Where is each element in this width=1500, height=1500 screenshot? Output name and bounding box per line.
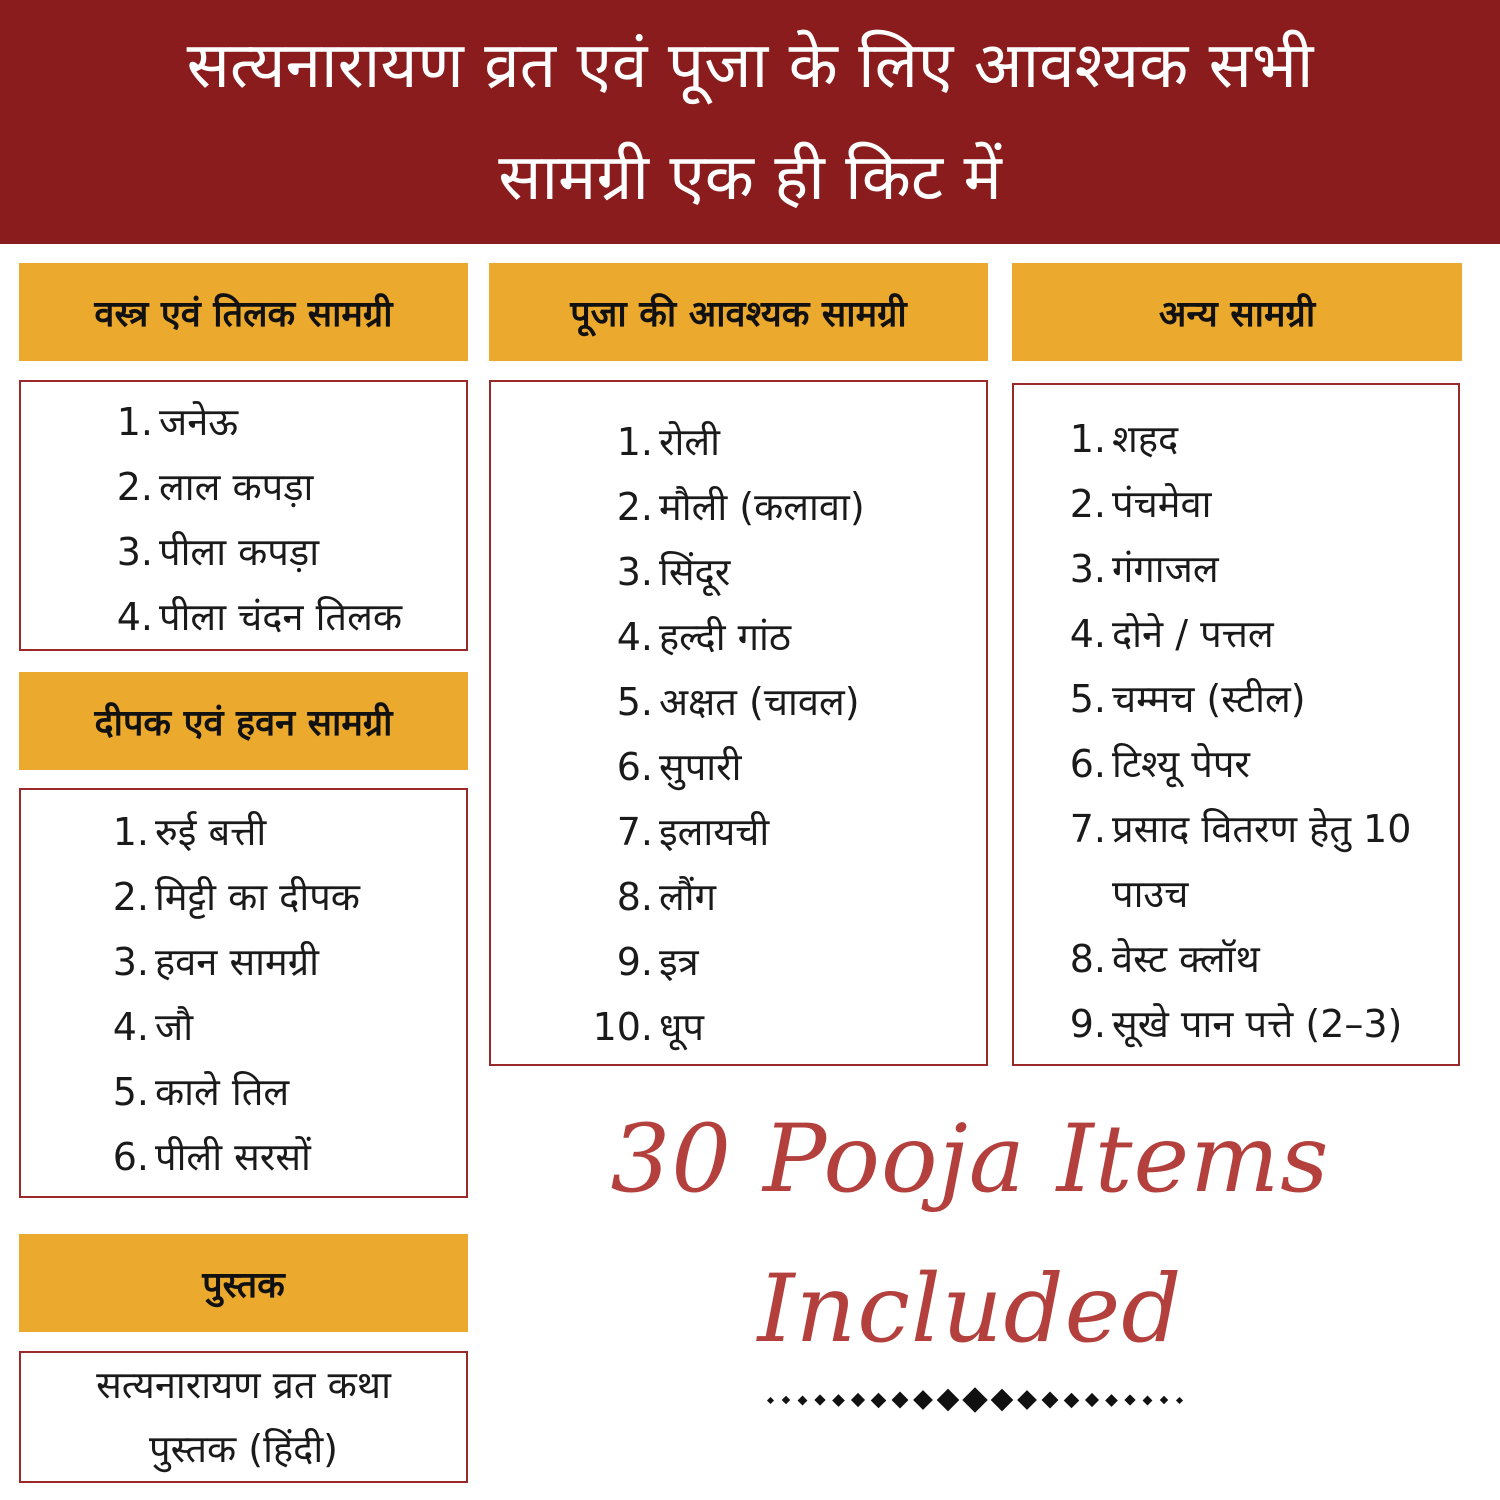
- banner-title-line1: सत्यनारायण व्रत एवं पूजा के लिए आवश्यक सभी: [186, 29, 1314, 103]
- diamond-icon: [1064, 1392, 1080, 1408]
- diamond-icon: [937, 1389, 960, 1412]
- list-item: [571, 995, 986, 1060]
- list-item: [87, 1060, 466, 1125]
- diamond-icon: [767, 1396, 774, 1403]
- list-item: [1036, 602, 1458, 667]
- list-item: [87, 1125, 466, 1190]
- list-item-number: 6.: [616, 745, 653, 789]
- list-item: [571, 540, 986, 605]
- list-item: [1036, 732, 1458, 797]
- item-list-vastra: [21, 382, 466, 650]
- list-item-text: गंगाजल: [1112, 547, 1219, 591]
- list-item-number: 8.: [616, 875, 653, 919]
- list-item-number: 2.: [116, 465, 153, 509]
- list-box-anya: [1012, 383, 1460, 1066]
- list-item-text: रुई बत्ती: [155, 810, 267, 854]
- diamond-icon: [871, 1392, 887, 1408]
- list-item: [1036, 667, 1458, 732]
- section-header-vastra: वस्त्र एवं तिलक सामग्री: [19, 263, 468, 361]
- list-item-text: धूप: [659, 1005, 704, 1049]
- list-box-deepak: [19, 788, 468, 1198]
- list-item-text: सिंदूर: [659, 550, 731, 594]
- list-item-text: मिट्टी का दीपक: [155, 875, 360, 919]
- list-item-number: 6.: [112, 1135, 149, 1179]
- diamond-icon: [1143, 1395, 1153, 1405]
- list-item-text: काले तिल: [155, 1070, 290, 1114]
- list-box-pooja: [489, 380, 988, 1066]
- list-item-number: 1.: [112, 810, 149, 854]
- section-header-pustak: पुस्तक: [19, 1234, 468, 1332]
- list-item-text: वेस्ट क्लॉथ: [1112, 937, 1260, 981]
- list-item: [571, 735, 986, 800]
- diamond-divider: [690, 1375, 1260, 1425]
- promo-text: [560, 1085, 1380, 1385]
- list-item: [87, 930, 466, 995]
- list-item: [1036, 992, 1458, 1057]
- list-item-number: 3.: [116, 530, 153, 574]
- diamond-icon: [1085, 1393, 1099, 1407]
- diamond-icon: [1160, 1396, 1168, 1404]
- list-item: [571, 475, 986, 540]
- list-item: [571, 865, 986, 930]
- list-item-number: 9.: [616, 940, 653, 984]
- item-list-pooja: [491, 382, 986, 1060]
- title-banner: [0, 0, 1500, 244]
- list-item-number: 3.: [616, 550, 653, 594]
- list-item-number: 4.: [1069, 612, 1106, 656]
- list-item: [1036, 407, 1458, 472]
- list-item-number: 9.: [1069, 1002, 1106, 1046]
- list-item-text: हल्दी गांठ: [659, 615, 791, 659]
- list-item: [87, 800, 466, 865]
- list-item-text: इलायची: [659, 810, 770, 854]
- diamond-icon: [1042, 1392, 1059, 1409]
- list-item-text: लौंग: [659, 875, 717, 919]
- banner-title-line2: सामग्री एक ही किट में: [498, 141, 1002, 215]
- list-item: [87, 865, 466, 930]
- section-header-anya: अन्य सामग्री: [1012, 263, 1462, 361]
- list-item-text: पीला कपड़ा: [159, 530, 320, 574]
- list-item-number: 5.: [616, 680, 653, 724]
- diamond-icon: [913, 1390, 933, 1410]
- list-item-text: पंचमेवा: [1112, 482, 1212, 526]
- list-item-number: 1.: [616, 420, 653, 464]
- list-item-text: दोने / पत्तल: [1112, 612, 1274, 656]
- list-item-text: सूखे पान पत्ते (2–3): [1112, 1002, 1403, 1046]
- list-item: [87, 995, 466, 1060]
- list-item-number: 10.: [592, 1005, 653, 1049]
- list-item-number: 3.: [112, 940, 149, 984]
- list-item-text: मौली (कलावा): [659, 485, 865, 529]
- list-item-text: सुपारी: [659, 745, 742, 789]
- diamond-icon: [832, 1394, 845, 1407]
- list-item-number: 4.: [116, 595, 153, 639]
- diamond-icon: [782, 1396, 790, 1404]
- diamond-icon: [1124, 1394, 1135, 1405]
- list-item-text: चम्मच (स्टील): [1112, 677, 1306, 721]
- promo-line2: Included: [757, 1255, 1183, 1364]
- list-item-text: हवन सामग्री: [155, 940, 320, 984]
- list-item: [1036, 537, 1458, 602]
- diamond-icon: [962, 1387, 987, 1412]
- list-item-number: 4.: [616, 615, 653, 659]
- diamond-icon: [814, 1394, 825, 1405]
- list-item-number: 7.: [616, 810, 653, 854]
- list-item-text: अक्षत (चावल): [659, 680, 860, 724]
- list-item: [571, 930, 986, 995]
- list-item: [91, 390, 466, 455]
- list-item: [571, 670, 986, 735]
- list-item-number: 1.: [116, 400, 153, 444]
- list-item-text: इत्र: [659, 940, 699, 984]
- list-item-number: 2.: [616, 485, 653, 529]
- diamond-icon: [991, 1389, 1014, 1412]
- list-item-number: 7.: [1069, 807, 1106, 851]
- list-item-number: 3.: [1069, 547, 1106, 591]
- list-item-text: पीला चंदन तिलक: [159, 595, 403, 639]
- diamond-icon: [892, 1392, 909, 1409]
- list-item-text: टिश्यू पेपर: [1112, 742, 1250, 786]
- list-item: [571, 800, 986, 865]
- list-item-text: जौ: [155, 1005, 194, 1049]
- list-item: [571, 605, 986, 670]
- list-item-text: पीली सरसों: [155, 1135, 311, 1179]
- list-box-pustak: [19, 1351, 468, 1483]
- diamond-icon: [1176, 1396, 1183, 1403]
- list-item-number: 1.: [1069, 417, 1106, 461]
- banner-title: [187, 10, 1314, 234]
- list-item-text: रोली: [659, 420, 720, 464]
- list-item-text: शहद: [1112, 417, 1179, 461]
- list-item-number: 8.: [1069, 937, 1106, 981]
- list-item-number: 2.: [1069, 482, 1106, 526]
- list-item: [1036, 797, 1458, 927]
- list-item: [571, 410, 986, 475]
- list-item: [91, 520, 466, 585]
- list-item-text: लाल कपड़ा: [159, 465, 314, 509]
- list-item: [91, 455, 466, 520]
- diamond-icon: [851, 1393, 865, 1407]
- book-title: सत्यनारायण व्रत कथा पुस्तक (हिंदी): [96, 1363, 391, 1471]
- list-item: [91, 585, 466, 650]
- list-item-text: जनेऊ: [159, 400, 239, 444]
- item-list-deepak: [21, 790, 466, 1190]
- list-item-number: 5.: [1069, 677, 1106, 721]
- diamond-icon: [1017, 1390, 1037, 1410]
- section-header-pooja: पूजा की आवश्यक सामग्री: [489, 263, 988, 361]
- diamond-icon: [798, 1395, 808, 1405]
- list-item-number: 5.: [112, 1070, 149, 1114]
- item-list-anya: [1014, 385, 1458, 1057]
- list-item: [1036, 927, 1458, 992]
- list-item-number: 2.: [112, 875, 149, 919]
- list-item: [1036, 472, 1458, 537]
- list-item-text: प्रसाद वितरण हेतु 10 पाउच: [1112, 807, 1412, 916]
- list-box-vastra: [19, 380, 468, 651]
- section-header-deepak: दीपक एवं हवन सामग्री: [19, 672, 468, 770]
- list-item-number: 4.: [112, 1005, 149, 1049]
- promo-line1: 30 Pooja Items: [610, 1105, 1330, 1214]
- list-item-number: 6.: [1069, 742, 1106, 786]
- diamond-icon: [1105, 1394, 1118, 1407]
